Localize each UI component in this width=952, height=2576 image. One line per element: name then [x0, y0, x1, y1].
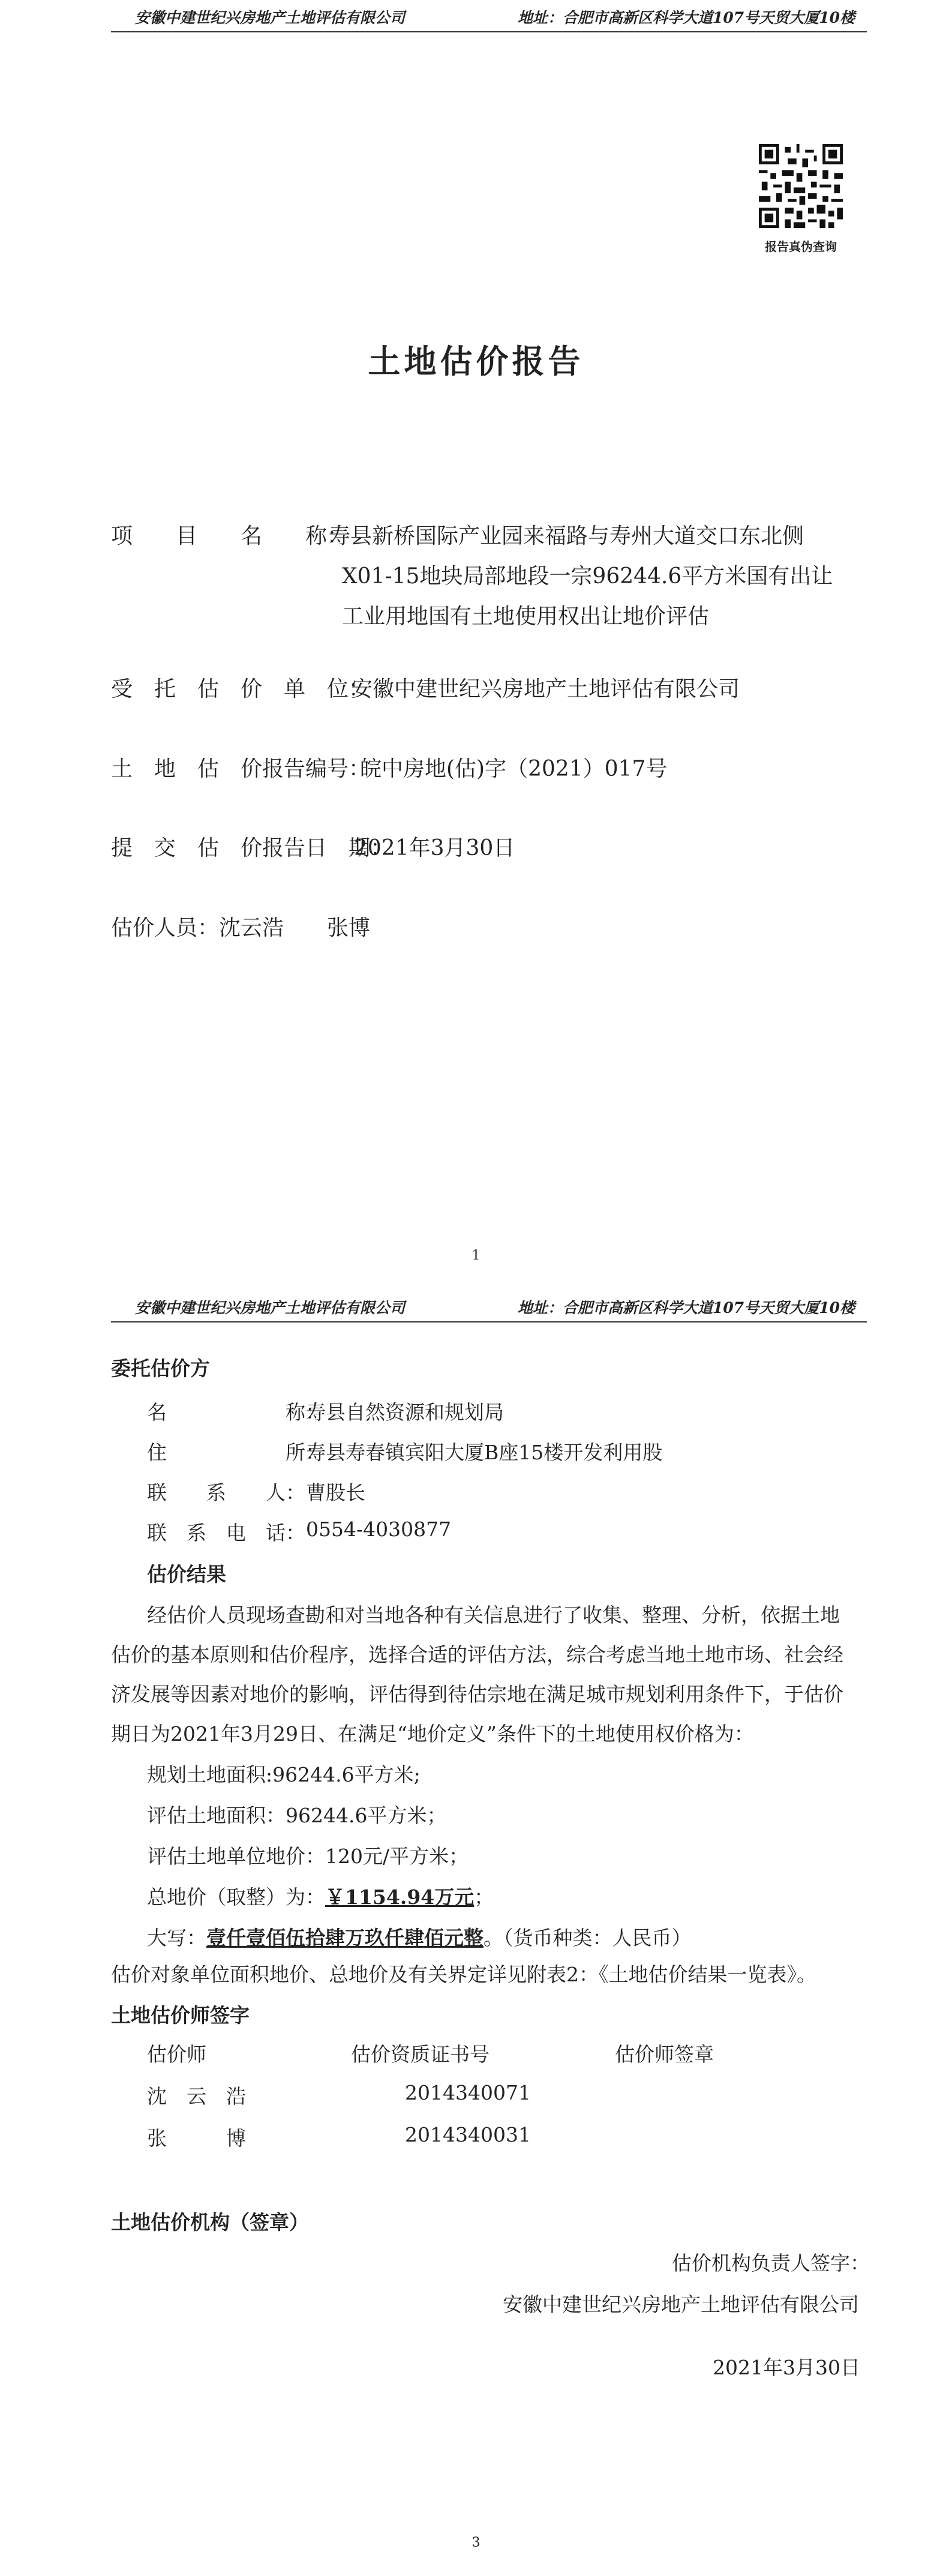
- sig-header-seal: 估价师签章: [615, 2043, 714, 2066]
- capital-amount-tail: 。（货币种类：人民币）: [483, 1926, 692, 1950]
- page-number: 1: [472, 1248, 480, 1263]
- entrust-heading: 委托估价方: [111, 1357, 210, 1380]
- entrust-name-value: 寿县自然资源和规划局: [306, 1401, 504, 1424]
- agency-heading: 土地估价机构（签章）: [111, 2211, 309, 2234]
- result-heading: 估价结果: [147, 1563, 226, 1586]
- valuers-value: 沈云浩 张博: [219, 916, 371, 940]
- report-number-label: 土 地 估 价报告编号：: [111, 757, 371, 781]
- header-company: 安徽中建世纪兴房地产土地评估有限公司: [135, 1299, 406, 1317]
- entrust-address-value: 寿县寿春镇宾阳大厦B座15楼开发利用股: [306, 1441, 663, 1464]
- unit-price: 评估土地单位地价：120元/平方米；: [147, 1845, 469, 1868]
- page-header: [111, 0, 867, 32]
- total-price-label: 总地价（取整）为：: [147, 1885, 325, 1909]
- planned-area: 规划土地面积:96244.6平方米;: [147, 1763, 421, 1786]
- assessed-area: 评估土地面积：96244.6平方米；: [147, 1804, 447, 1827]
- capital-amount-value: 壹仟壹佰伍拾肆万玖仟肆佰元整: [206, 1926, 483, 1950]
- result-paragraph-line-2: 估价的基本原则和估价程序，选择合适的评估方法，综合考虑当地土地市场、社会经: [111, 1643, 843, 1666]
- page-number: 3: [472, 2535, 480, 2550]
- result-paragraph-line-4: 期日为2021年3月29日、在满足“地价定义”条件下的土地使用权价格为：: [111, 1722, 754, 1746]
- detail-note: 估价对象单位面积地价、总地价及有关界定详见附表2：《土地估价结果一览表》。: [111, 1963, 816, 1986]
- sig-header-valuer: 估价师: [147, 2043, 206, 2066]
- qr-code-icon: [759, 144, 843, 228]
- agency-name: 安徽中建世纪兴房地产土地评估有限公司: [503, 2293, 859, 2316]
- header-company: 安徽中建世纪兴房地产土地评估有限公司: [135, 9, 406, 26]
- report-number-value: 皖中房地(估)字（2021）017号: [360, 757, 668, 781]
- valuers-label: 估价人员：: [111, 916, 220, 940]
- project-name-line-2: X01-15地块局部地段一宗96244.6平方米国有出让: [342, 564, 833, 589]
- client-label: 受 托 估 价 单 位：: [111, 677, 371, 701]
- project-name-line-1: 寿县新桥国际产业园来福路与寿州大道交口东北侧: [329, 524, 804, 548]
- report-summary-page: [0, 1290, 952, 2576]
- project-name-line-3: 工业用地国有土地使用权出让地价评估: [342, 604, 710, 629]
- sig-row-2-cert: 2014340031: [405, 2123, 531, 2146]
- entrust-contact-label: 联 系 人：: [147, 1481, 305, 1504]
- capital-amount-label: 大写：: [147, 1926, 206, 1950]
- entrust-phone-value: 0554-4030877: [306, 1518, 452, 1541]
- capital-amount-line: [147, 1923, 692, 1951]
- sig-row-1-name: 沈 云 浩: [147, 2085, 246, 2108]
- entrust-contact-value: 曹股长: [306, 1481, 365, 1504]
- agency-sign-label: 估价机构负责人签字：: [672, 2251, 870, 2275]
- entrust-name-label: 名 称：: [147, 1401, 325, 1424]
- total-price-line: [147, 1882, 494, 1910]
- client-value: 安徽中建世纪兴房地产土地评估有限公司: [351, 677, 740, 701]
- sig-header-cert: 估价资质证书号: [351, 2043, 489, 2066]
- project-name-label: 项 目 名 称：: [111, 524, 349, 548]
- qr-code-label: 报告真伪查询: [765, 239, 837, 254]
- header-address: 地址：合肥市高新区科学大道107号天贸大厦10楼: [518, 1299, 855, 1317]
- agency-date: 2021年3月30日: [713, 2356, 860, 2379]
- page-header: [111, 1290, 867, 1323]
- entrust-phone-label: 联 系 电 话：: [147, 1521, 305, 1545]
- sig-row-2-name: 张 博: [147, 2127, 246, 2150]
- sig-row-1-cert: 2014340071: [405, 2081, 531, 2104]
- signature-heading: 土地估价师签字: [111, 2004, 250, 2027]
- entrust-address-label: 住 所：: [147, 1441, 325, 1464]
- result-paragraph-line-3: 济发展等因素对地价的影响，评估得到待估宗地在满足城市规划利用条件下，于估价: [111, 1683, 843, 1706]
- total-price-value: ￥1154.94万元: [325, 1885, 475, 1909]
- header-address: 地址：合肥市高新区科学大道107号天贸大厦10楼: [518, 9, 855, 26]
- report-title: 土地估价报告: [368, 342, 584, 380]
- result-paragraph-line-1: 经估价人员现场查勘和对当地各种有关信息进行了收集、整理、分析，依据土地: [147, 1603, 840, 1627]
- submit-date-label: 提 交 估 价报告日 期：: [111, 836, 392, 860]
- submit-date-value: 2021年3月30日: [354, 836, 515, 860]
- total-price-tail: ；: [474, 1885, 494, 1909]
